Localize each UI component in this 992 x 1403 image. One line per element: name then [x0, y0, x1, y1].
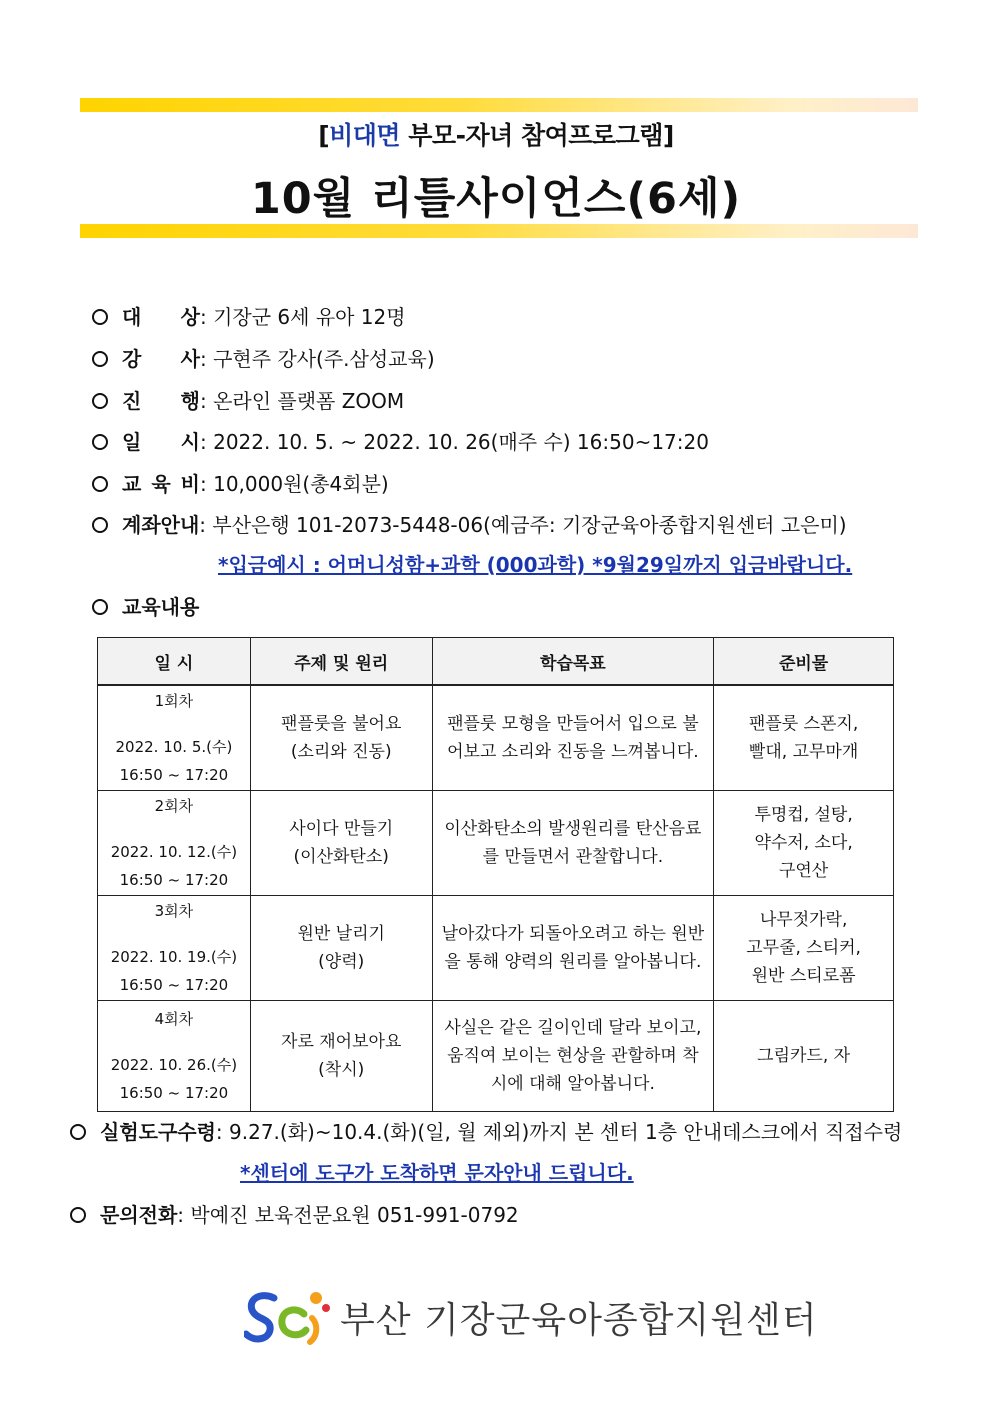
schedule-table — [97, 637, 894, 1112]
circle-bullet-icon — [92, 309, 108, 325]
topic-cell: 팬플룻을 불어요 (소리와 진동) — [250, 685, 432, 791]
session-cell: 1회차 2022. 10. 5.(수) 16:50 ~ 17:20 — [98, 685, 251, 791]
session-cell: 4회차 2022. 10. 26.(수) 16:50 ~ 17:20 — [98, 1001, 251, 1112]
topic-cell: 자로 재어보아요 (착시) — [250, 1001, 432, 1112]
materials-cell: 투명컵, 설탕, 약수저, 소다, 구연산 — [714, 791, 894, 896]
info-account: 계좌안내: 부산은행 101-2073-5448-06(예금주: 기장군육아종합지원센터 고은미) — [92, 509, 847, 538]
materials-cell: 나무젓가락, 고무줄, 스티커, 원반 스티로폼 — [714, 896, 894, 1001]
circle-bullet-icon — [92, 351, 108, 367]
pickup-note: *센터에 도구가 도착하면 문자안내 드립니다. — [240, 1161, 634, 1185]
header-bar-bottom — [80, 224, 918, 238]
materials-cell: 그림카드, 자 — [714, 1001, 894, 1112]
topic-cell: 사이다 만들기 (이산화탄소) — [250, 791, 432, 896]
circle-bullet-icon — [92, 434, 108, 450]
goal-cell: 날아갔다가 되돌아오려고 하는 원반을 통해 양력의 원리를 알아봅니다. — [432, 896, 714, 1001]
info-content: 교육내용 — [92, 591, 199, 620]
subtitle: [비대면 부모-자녀 참여프로그램] — [318, 121, 674, 150]
goal-cell: 사실은 같은 길이인데 달라 보이고, 움직여 보이는 현상을 관할하며 착시에 대해 알아봅니다. — [432, 1001, 714, 1112]
table-row — [98, 791, 894, 896]
circle-bullet-icon — [92, 476, 108, 492]
goal-cell: 팬플룻 모형을 만들어서 입으로 불어보고 소리와 진동을 느껴봅니다. — [432, 685, 714, 791]
info-instructor: 강 사: 구현주 강사(주.삼성교육) — [92, 343, 435, 372]
table-row — [98, 896, 894, 1001]
column-header: 준비물 — [714, 638, 894, 686]
deposit-note: *입금예시 : 어머니성함+과학 (000과학) *9월29일까지 입금바랍니다. — [218, 553, 853, 577]
header-bar-top — [80, 98, 918, 112]
info-method: 진 행: 온라인 플랫폼 ZOOM — [92, 385, 404, 414]
circle-bullet-icon — [92, 599, 108, 615]
table-header-row — [98, 638, 894, 686]
session-cell: 2회차 2022. 10. 12.(수) 16:50 ~ 17:20 — [98, 791, 251, 896]
center-logo — [244, 1288, 818, 1346]
center-logo-text: 부산 기장군육아종합지원센터 — [340, 1299, 818, 1341]
table-row — [98, 685, 894, 791]
materials-cell: 팬플룻 스폰지, 빨대, 고무마개 — [714, 685, 894, 791]
goal-cell: 이산화탄소의 발생원리를 탄산음료를 만들면서 관찰합니다. — [432, 791, 714, 896]
circle-bullet-icon — [92, 517, 108, 533]
info-date: 일 시: 2022. 10. 5. ~ 2022. 10. 26(매주 수) 16:50~17:20 — [92, 426, 709, 455]
session-cell: 3회차 2022. 10. 19.(수) 16:50 ~ 17:20 — [98, 896, 251, 1001]
info-pickup: 실험도구수령: 9.27.(화)~10.4.(화)(일, 월 제외)까지 본 센터 1층 안내데스크에서 직접수령 — [70, 1116, 902, 1145]
table-row — [98, 1001, 894, 1112]
column-header: 주제 및 원리 — [250, 638, 432, 686]
center-logo-icon — [244, 1288, 330, 1346]
page-title: 10월 리틀사이언스(6세) — [250, 174, 742, 224]
circle-bullet-icon — [70, 1124, 86, 1140]
info-target: 대 상: 기장군 6세 유아 12명 — [92, 301, 406, 330]
info-fee: 교 육 비: 10,000원(총4회분) — [92, 468, 389, 497]
circle-bullet-icon — [92, 393, 108, 409]
column-header: 학습목표 — [432, 638, 714, 686]
topic-cell: 원반 날리기 (양력) — [250, 896, 432, 1001]
subtitle-highlight: 비대면 — [329, 121, 401, 150]
circle-bullet-icon — [70, 1207, 86, 1223]
info-contact: 문의전화: 박예진 보육전문요원 051-991-0792 — [70, 1199, 519, 1228]
column-header: 일 시 — [98, 638, 251, 686]
